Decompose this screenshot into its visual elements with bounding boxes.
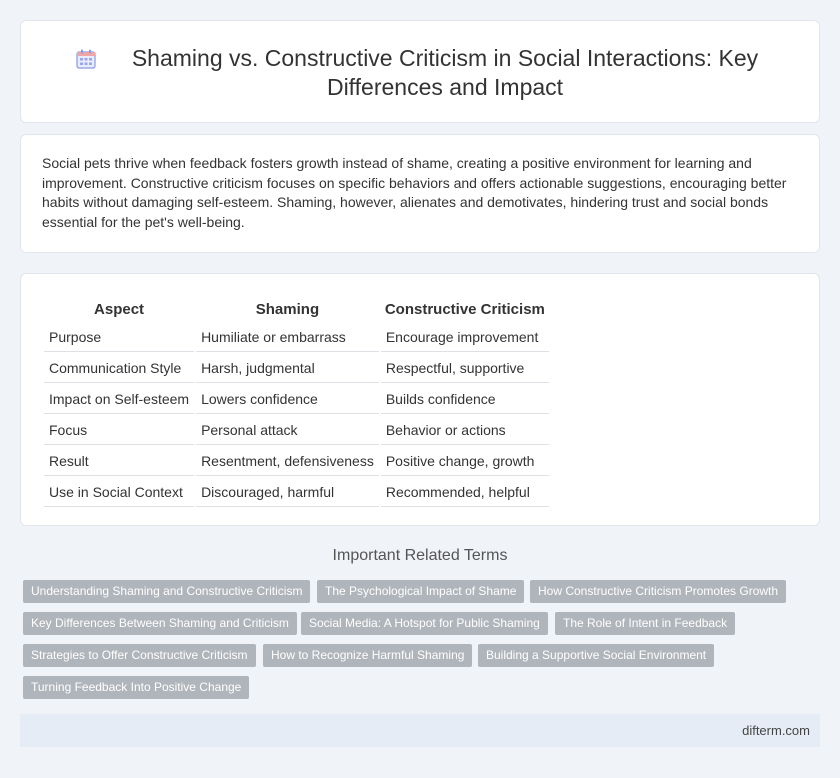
comparison-card — [20, 273, 820, 526]
table-cell: Positive change, growth — [381, 447, 549, 476]
header-shaming: Shaming — [255, 301, 320, 318]
table-cell: Harsh, judgmental — [196, 354, 379, 383]
header-constructive: Constructive Criticism — [384, 301, 545, 318]
table-cell: Result — [44, 447, 194, 476]
related-term-tag[interactable]: Understanding Shaming and Constructive Criticism — [23, 580, 310, 603]
table-row — [44, 416, 549, 445]
table-cell: Use in Social Context — [44, 478, 194, 507]
related-term-tag[interactable]: Turning Feedback Into Positive Change — [23, 676, 249, 699]
table-cell: Humiliate or embarrass — [196, 323, 379, 352]
related-term-tag[interactable]: Strategies to Offer Constructive Criticism — [23, 644, 256, 667]
table-cell: Impact on Self-esteem — [44, 385, 194, 414]
header-aspect: Aspect — [94, 301, 145, 318]
related-term-tag[interactable]: Building a Supportive Social Environment — [478, 644, 714, 667]
table-cell: Discouraged, harmful — [196, 478, 379, 507]
related-term-tag[interactable]: How Constructive Criticism Promotes Growth — [530, 580, 786, 603]
related-term-tag[interactable]: How to Recognize Harmful Shaming — [263, 644, 472, 667]
table-cell: Encourage improvement — [381, 323, 549, 352]
footer — [20, 714, 820, 747]
related-term-tag[interactable]: The Psychological Impact of Shame — [317, 580, 524, 603]
table-cell: Lowers confidence — [196, 385, 379, 414]
table-cell: Purpose — [44, 323, 194, 352]
comparison-table — [42, 293, 551, 509]
table-cell: Communication Style — [44, 354, 194, 383]
table-row — [44, 447, 549, 476]
table-cell: Builds confidence — [381, 385, 549, 414]
table-header-row — [44, 295, 549, 321]
table-row — [44, 354, 549, 383]
site-name[interactable]: difterm.com — [742, 723, 810, 738]
header-card — [20, 20, 820, 123]
page-title: Shaming vs. Constructive Criticism in Social Interactions: Key Differences and Impact — [131, 45, 759, 100]
table-row — [44, 478, 549, 507]
related-term-tag[interactable]: The Role of Intent in Feedback — [555, 612, 735, 635]
related-terms-title: Important Related Terms — [332, 547, 508, 564]
table-cell: Respectful, supportive — [381, 354, 549, 383]
intro-paragraph: Social pets thrive when feedback fosters growth instead of shame, creating a positive environment for learning and improvement. Constructive criticism focuses on specific behaviors and offers actionable suggestions, encouraging better habits without damaging self-esteem. Shaming, however, alienates and demotivates, hindering trust and social bonds essential for the pet's well-being. — [42, 155, 787, 230]
table-cell: Recommended, helpful — [381, 478, 549, 507]
table-cell: Personal attack — [196, 416, 379, 445]
table-row — [44, 323, 549, 352]
table-cell: Behavior or actions — [381, 416, 549, 445]
table-row — [44, 385, 549, 414]
related-term-tag[interactable]: Key Differences Between Shaming and Criticism — [23, 612, 297, 635]
table-cell: Resentment, defensiveness — [196, 447, 379, 476]
related-term-tag[interactable]: Social Media: A Hotspot for Public Shaming — [301, 612, 548, 635]
intro-card — [20, 134, 820, 253]
table-cell: Focus — [44, 416, 194, 445]
